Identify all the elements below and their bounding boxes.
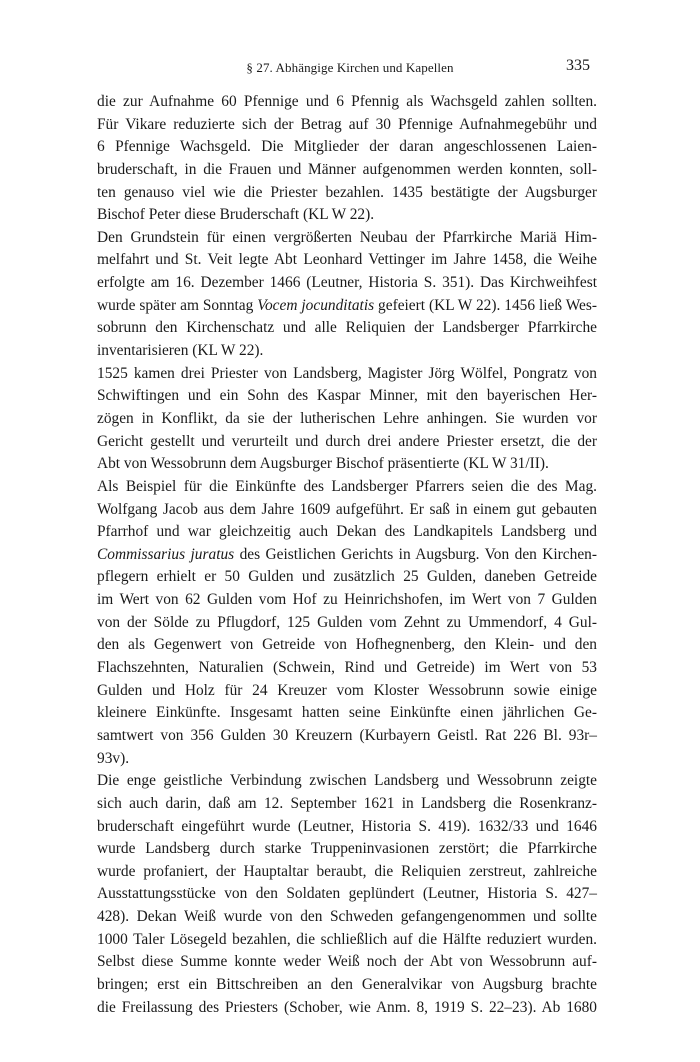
text-segment: bruderschaft eingeführt wurde (Leutner, Historia S. 419). 1632/33 und 1646 — [97, 817, 597, 835]
text-segment: die zur Aufnahme 60 Pfennige und 6 Pfennig als Wachsgeld zahlen sollten. — [97, 93, 597, 110]
text-line — [97, 431, 597, 454]
text-line — [97, 476, 597, 499]
text-line — [97, 634, 597, 657]
text-segment: die Freilassung des Priesters (Schober, wie Anm. 8, 1919 S. 22–23). Ab 1680 — [97, 998, 597, 1016]
text-segment: Selbst diese Summe konnte weder Weiß noch der Abt von Wessobrunn auf- — [97, 953, 597, 971]
text-segment: 6 Pfennige Wachsgeld. Die Mitglieder der daran angeschlossenen Laien- — [97, 138, 597, 156]
text-line — [97, 838, 597, 861]
text-segment: bruderschaft, in die Frauen und Männer aufgenommen werden konnten, soll- — [97, 160, 597, 178]
running-head — [0, 57, 700, 81]
text-line — [97, 589, 597, 612]
text-segment: sobrunn den Kirchenschatz und alle Reliquien der Landsberger Pfarrkirche — [97, 319, 597, 337]
text-segment: erfolgte am 16. Dezember 1466 (Leutner, Historia S. 351). Das Kirchweihfest — [97, 274, 597, 292]
text-line — [97, 249, 597, 272]
text-segment: Für Vikare reduzierte sich der Betrag auf 30 Pfennige Aufnahmegebühr und — [97, 115, 597, 133]
text-line — [97, 702, 597, 725]
text-segment: Ausstattungsstücke von den Soldaten geplündert (Leutner, Historia S. 427– — [97, 885, 597, 903]
text-segment: wurde Landsberg durch starke Truppeninvasionen zerstört; die Pfarrkirche — [97, 840, 597, 858]
running-title: § 27. Abhängige Kirchen und Kapellen — [246, 60, 454, 75]
text-line — [97, 861, 597, 884]
text-line — [97, 906, 597, 929]
text-line — [97, 227, 597, 250]
text-line — [97, 136, 597, 159]
text-segment: gefeiert (KL W 22). 1456 ließ Wes- — [374, 296, 597, 314]
text-segment: ten genauso viel wie die Priester bezahlen. 1435 bestätigte der Augsburger — [97, 183, 597, 201]
text-line — [97, 159, 597, 182]
text-segment: Den Grundstein für einen vergrößerten Neubau der Pfarrkirche Mariä Him- — [97, 228, 597, 246]
text-segment: Abt von Wessobrunn dem Augsburger Bischof präsentierte (KL W 31/II). — [97, 455, 549, 473]
text-line — [97, 612, 597, 635]
text-line — [97, 317, 597, 340]
text-line — [97, 544, 597, 567]
text-segment: 93v). — [97, 749, 130, 767]
text-line — [97, 816, 597, 839]
page-number: 335 — [566, 57, 590, 74]
body-text — [97, 91, 597, 1019]
text-segment: Bischof Peter diese Bruderschaft (KL W 22). — [97, 206, 375, 224]
text-segment: sich auch darin, daß am 12. September 1621 in Landsberg die Rosenkranz- — [97, 794, 597, 812]
text-line — [97, 363, 597, 386]
text-segment: 1525 kamen drei Priester von Landsberg, Magister Jörg Wölfel, Pongratz von — [97, 364, 597, 382]
text-line — [97, 974, 597, 997]
text-line — [97, 521, 597, 544]
text-line — [97, 272, 597, 295]
text-line — [97, 499, 597, 522]
text-segment: bringen; erst ein Bittschreiben an den Generalvikar von Augsburg brachte — [97, 975, 597, 993]
text-line — [97, 929, 597, 952]
text-line — [97, 657, 597, 680]
text-segment: samtwert von 356 Gulden 30 Kreuzern (Kurbayern Geistl. Rat 226 Bl. 93r– — [97, 726, 597, 744]
text-segment: pflegern erhielt er 50 Gulden und zusätzlich 25 Gulden, daneben Getreide — [97, 568, 597, 586]
text-segment: Gulden und Holz für 24 Kreuzer vom Kloster Wessobrunn sowie einige — [97, 681, 597, 699]
text-line — [97, 340, 597, 363]
text-segment: inventarisieren (KL W 22). — [97, 342, 264, 360]
text-line — [97, 566, 597, 589]
text-line — [97, 385, 597, 408]
text-segment: Flachszehnten, Naturalien (Schwein, Rind und Getreide) im Wert von 53 — [97, 659, 597, 677]
text-line — [97, 951, 597, 974]
text-line — [97, 770, 597, 793]
text-line — [97, 182, 597, 205]
text-line — [97, 680, 597, 703]
text-line — [97, 408, 597, 431]
text-segment: zögen in Konflikt, da sie der lutherischen Lehre anhingen. Sie wurden vor — [97, 409, 597, 427]
text-line — [97, 793, 597, 816]
text-segment: Wolfgang Jacob aus dem Jahre 1609 aufgeführt. Er saß in einem gut gebauten — [97, 500, 597, 518]
text-line — [97, 453, 597, 476]
text-line — [97, 91, 597, 114]
text-segment: 1000 Taler Lösegeld bezahlen, die schließlich auf die Hälfte reduziert wurden. — [97, 930, 597, 948]
text-line — [97, 997, 597, 1020]
text-segment: melfahrt und St. Veit legte Abt Leonhard Vettinger im Jahre 1458, die Weihe — [97, 251, 597, 269]
text-segment: wurde profaniert, der Hauptaltar beraubt, die Reliquien zerstreut, zahlreiche — [97, 862, 597, 880]
text-segment: wurde später am Sonntag — [97, 296, 258, 314]
text-segment: Die enge geistliche Verbindung zwischen Landsberg und Wessobrunn zeigte — [97, 772, 597, 790]
text-segment: Als Beispiel für die Einkünfte des Landsberger Pfarrers seien die des Mag. — [97, 477, 597, 495]
text-line — [97, 748, 597, 771]
text-segment: den als Gegenwert von Getreide von Hofhegnenberg, den Klein- und den — [97, 636, 597, 654]
text-line — [97, 883, 597, 906]
text-line — [97, 295, 597, 318]
text-segment: von der Sölde zu Pflugdorf, 125 Gulden vom Zehnt zu Ummendorf, 4 Gul- — [97, 613, 597, 631]
text-segment: Gericht gestellt und verurteilt und durch drei andere Priester ersetzt, die der — [97, 432, 597, 450]
text-line — [97, 204, 597, 227]
text-line — [97, 725, 597, 748]
text-segment: Schwiftingen und ein Sohn des Kaspar Minner, mit den bayerischen Her- — [97, 387, 597, 405]
text-segment: des Geistlichen Gerichts in Augsburg. Von den Kirchen- — [234, 545, 597, 563]
text-segment: kleinere Einkünfte. Insgesamt hatten seine Einkünfte einen jährlichen Ge- — [97, 704, 597, 722]
italic-term: Vocem jocunditatis — [257, 296, 375, 314]
text-segment: 428). Dekan Weiß wurde von den Schweden gefangengenommen und sollte — [97, 908, 597, 926]
text-segment: Pfarrhof und war gleichzeitig auch Dekan des Landkapitels Landsberg und — [97, 523, 597, 541]
italic-term: Commissarius juratus — [97, 545, 235, 563]
text-line — [97, 114, 597, 137]
text-segment: im Wert von 62 Gulden vom Hof zu Heinrichshofen, im Wert von 7 Gulden — [97, 591, 597, 609]
